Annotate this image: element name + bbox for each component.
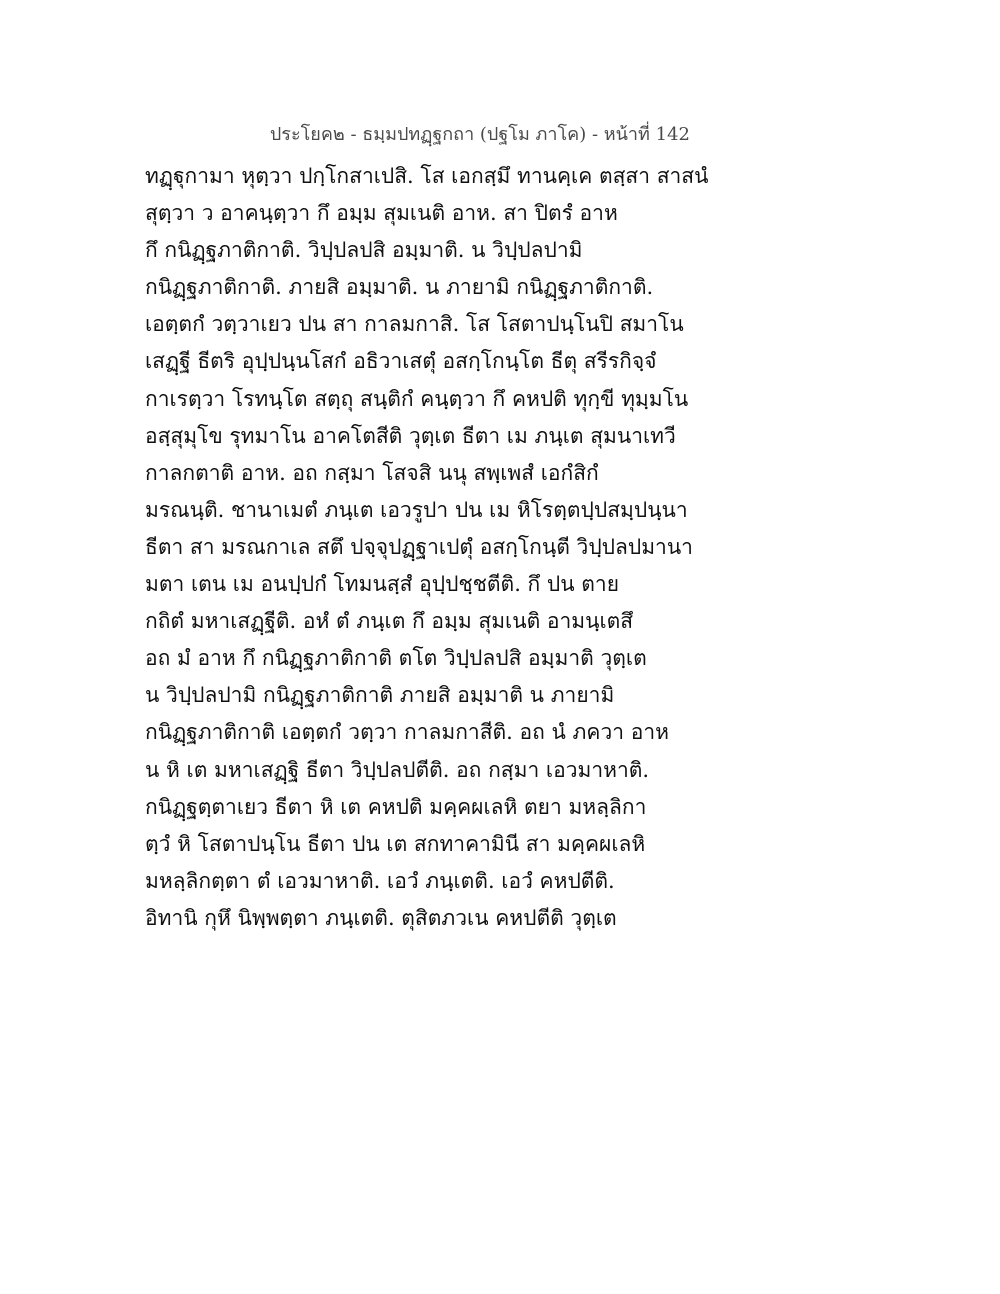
- text-line: กนิฏฺฐตฺตาเยว ธีตา หิ เต คหปติ มคฺคผเลหิ ตยา มหลฺลิกา: [145, 794, 647, 819]
- text-line: อถ มํ อาห กึ กนิฏฺฐภาติกาติ ตโต วิปฺปลปสิ อมฺมาติ วุตฺเต: [145, 646, 647, 671]
- text-line: กาเรตฺวา โรทนฺโต สตฺถุ สนฺติกํ คนฺตฺวา กึ คหปติ ทุกฺขี ทุมฺมโน: [145, 386, 689, 411]
- text-line: มตา เตน เม อนปฺปกํ โทมนสฺสํ อุปฺปชฺชตีติ. กึ ปน ตาย: [145, 572, 620, 597]
- running-header: ประโยค๒ - ธมฺมปทฏฺฐกถา (ปฐโม ภาโค) - หน้าที่ 142: [269, 124, 690, 145]
- text-line: ทฏฺฐุกามา หุตฺวา ปกฺโกสาเปสิ. โส เอกสฺมึ ทานคฺเค ตสฺสา สาสนํ: [145, 164, 709, 188]
- text-line: เอตฺตกํ วตฺวาเยว ปน สา กาลมกาสิ. โส โสตาปนฺโนปิ สมาโน: [145, 312, 684, 337]
- text-line: กาลกตาติ อาห. อถ กสฺมา โสจสิ นนุ สพฺเพสํ เอกํสิกํ: [145, 460, 599, 485]
- text-line: มรณนฺติ. ชานาเมตํ ภนฺเต เอวรูปา ปน เม หิโรตฺตปฺปสมฺปนฺนา: [145, 497, 688, 522]
- text-line: อสฺสุมุโข รุทมาโน อาคโตสีติ วุตฺเต ธีตา เม ภนฺเต สุมนาเทวี: [145, 423, 676, 448]
- body-text: [145, 158, 709, 937]
- text-line: น หิ เต มหาเสฏฺฐิ ธีตา วิปฺปลปตีติ. อถ กสฺมา เอวมาหาติ.: [145, 757, 650, 782]
- text-line: ธีตา สา มรณกาเล สตึ ปจฺจุปฏฺฐาเปตุํ อสกฺโกนฺตี วิปฺปลปมานา: [145, 534, 693, 559]
- text-line: เสฏฺฐี ธีตริ อุปฺปนฺนโสกํ อธิวาเสตุํ อสกฺโกนฺโต ธีตุ สรีรกิจฺจํ: [145, 349, 657, 374]
- text-line: กนิฏฺฐภาติกาติ. ภายสิ อมฺมาติ. น ภายามิ กนิฏฺฐภาติกาติ.: [145, 275, 654, 300]
- text-line: น วิปฺปลปามิ กนิฏฺฐภาติกาติ ภายสิ อมฺมาติ น ภายามิ: [145, 683, 615, 708]
- text-line: ตฺวํ หิ โสตาปนฺโน ธีตา ปน เต สกทาคามินี สา มคฺคผเลหิ: [145, 831, 646, 856]
- text-line: กถิตํ มหาเสฏฺฐีติ. อหํ ตํ ภนฺเต กึ อมฺม สุมเนติ อามนฺเตสึ: [145, 609, 634, 634]
- text-line: กนิฏฺฐภาติกาติ เอตฺตกํ วตฺวา กาลมกาสีติ. อถ นํ ภควา อาห: [145, 720, 669, 745]
- text-line: กึ กนิฏฺฐภาติกาติ. วิปฺปลปสิ อมฺมาติ. น วิปฺปลปามิ: [145, 238, 583, 263]
- text-line: มหลฺลิกตฺตา ตํ เอวมาหาติ. เอวํ ภนฺเตติ. เอวํ คหปตีติ.: [145, 868, 615, 893]
- text-line: สุตฺวา ว อาคนฺตฺวา กึ อมฺม สุมเนติ อาห. สา ปิตรํ อาห: [145, 201, 618, 226]
- text-line: อิทานิ กุหึ นิพฺพตฺตา ภนฺเตติ. ตุสิตภวเน คหปตีติ วุตฺเต: [145, 905, 617, 930]
